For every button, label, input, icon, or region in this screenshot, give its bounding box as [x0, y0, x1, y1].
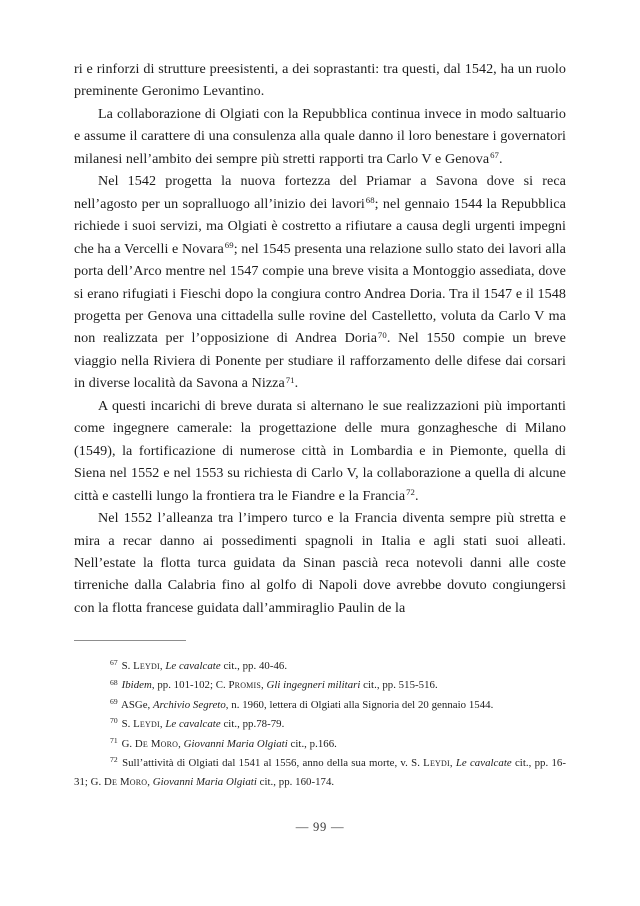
italic-title: Le cavalcate	[165, 660, 221, 672]
footnote-item: $^{69}$ ASGe, Archivio Segreto, n. 1960, lettera di Olgiati alla Signoria del 20 gennaio 1544.	[110, 697, 494, 711]
footnote-area	[74, 640, 566, 793]
footnote-reference[interactable]: 72	[406, 487, 416, 498]
footnote-item: $^{70}$ S. Leydi, Le cavalcate cit., pp.78-79.	[110, 716, 285, 731]
body-paragraph: Nel 1552 l’alleanza tra l’impero turco e la Francia diventa sempre più stretta e mira a recar danno ai possedimenti spagnoli in Italia e agli stati suoi alleati. Nell’estate la flotta turca guidata da Sinan pascià reca notevoli danni alle coste tirreniche dalla Calabria fino al golfo di Napoli dove avrebbe dovuto congiungersi con la flotta francese guidata dall’ammiraglio Paulin de la	[74, 510, 566, 616]
footnote-marker[interactable]: 69	[110, 697, 118, 707]
footnote-reference[interactable]: 67	[490, 150, 500, 161]
author-name-smallcaps: Leydi	[133, 718, 160, 731]
author-name-smallcaps: Promis	[228, 679, 261, 692]
footnote-marker[interactable]: 68	[110, 677, 118, 687]
body-paragraph: A questi incarichi di breve durata si alternano le sue realizzazioni più importanti come ingegnere camerale: la progettazione delle mura gonzaghesche di Milano (1549), la fortificazione di numerose città in Lombardia e in Piemonte, quella di Siena nel 1552 e nel 1553 su richiesta di Carlo V, la collaborazione a quella di alcune città e castelli lungo la frontiera tra le Fiandre e la Francia$^{72}$.	[74, 397, 566, 504]
body-text-block	[74, 58, 566, 619]
body-paragraph: La collaborazione di Olgiati con la Repubblica continua invece in modo saltuario e assume il carattere di una consulenza alla quale danno il loro benestare i governatori milanesi nell’ambito dei sempre più stretti rapporti tra Carlo V e Genova$^{67}$.	[74, 105, 566, 167]
body-paragraph: Nel 1542 progetta la nuova fortezza del Priamar a Savona dove si reca nell’agosto per un sopralluogo all’inizio dei lavori$^{68}$; nel gennaio 1544 la Repubblica richiede i suoi servizi, ma Olgiati è costretto a rifiutare a causa degli urgenti impegni che ha a Vercelli e Novara$^{69}$; nel 1545 presenta una relazione sullo stato dei lavori alla porta dell’Arco mentre nel 1547 compie una breve visita a Montoggio assediata, dove si erano rifugiati i Fieschi dopo la congiura contro Andrea Doria. Tra il 1547 e il 1548 progetta per Genova una cittadella sulle rovine del Castelletto, voluta da Carlo V ma non realizzata per l’opposizione di Andrea Doria$^{70}$. Nel 1550 compie un breve viaggio nella Riviera di Ponente per studiare il rafforzamento delle difese dai corsari in diverse località da Savona a Nizza$^{71}$.	[74, 173, 566, 392]
footnote-list	[74, 657, 566, 793]
page-number: — 99 —	[295, 820, 345, 834]
italic-title: Ibidem	[121, 679, 152, 692]
body-paragraph: ri e rinforzi di strutture preesistenti, a dei soprastanti: tra questi, dal 1542, ha un ruolo preminente Geronimo Levantino.	[74, 61, 566, 100]
footnote-reference[interactable]: 68	[365, 195, 375, 206]
italic-title: Gli ingegneri militari	[266, 679, 361, 692]
footnote-marker[interactable]: 70	[110, 716, 118, 726]
italic-title: Giovanni Maria Olgiati	[183, 737, 288, 750]
footnote-reference[interactable]: 71	[285, 374, 295, 385]
author-name-smallcaps: De Moro	[104, 776, 148, 789]
footnote-item: $^{71}$ G. De Moro, Giovanni Maria Olgiati cit., p.166.	[110, 735, 337, 750]
footnote-item: $^{68}$ Ibidem, pp. 101-102; C. Promis, Gli ingegneri militari cit., pp. 515-516.	[110, 677, 438, 692]
italic-title: Le cavalcate	[165, 718, 221, 731]
footnote-reference[interactable]: 69	[224, 240, 234, 251]
footnote-marker[interactable]: 72	[110, 755, 118, 765]
footnote-separator-rule	[74, 640, 186, 641]
italic-title: Giovanni Maria Olgiati	[152, 776, 257, 789]
footnote-item: $^{72}$ Sull’attività di Olgiati dal 1541 al 1556, anno della sua morte, v. S. Leydi, Le cavalcate cit., pp. 16-31; G. De Moro, Giovanni Maria Olgiati cit., pp. 160-174.	[74, 755, 566, 789]
author-name-smallcaps: Leydi	[423, 757, 450, 770]
author-name-smallcaps: Leydi	[133, 660, 160, 672]
footnote-marker[interactable]: 67	[110, 658, 118, 668]
italic-title: Archivio Segreto	[153, 698, 226, 711]
footnote-item: $^{67}$ S. Leydi, Le cavalcate cit., pp. 40-46.	[110, 658, 288, 672]
italic-title: Le cavalcate	[455, 757, 512, 770]
author-name-smallcaps: De Moro	[134, 737, 179, 750]
footnote-reference[interactable]: 70	[377, 329, 387, 340]
footnote-marker[interactable]: 71	[110, 735, 118, 745]
